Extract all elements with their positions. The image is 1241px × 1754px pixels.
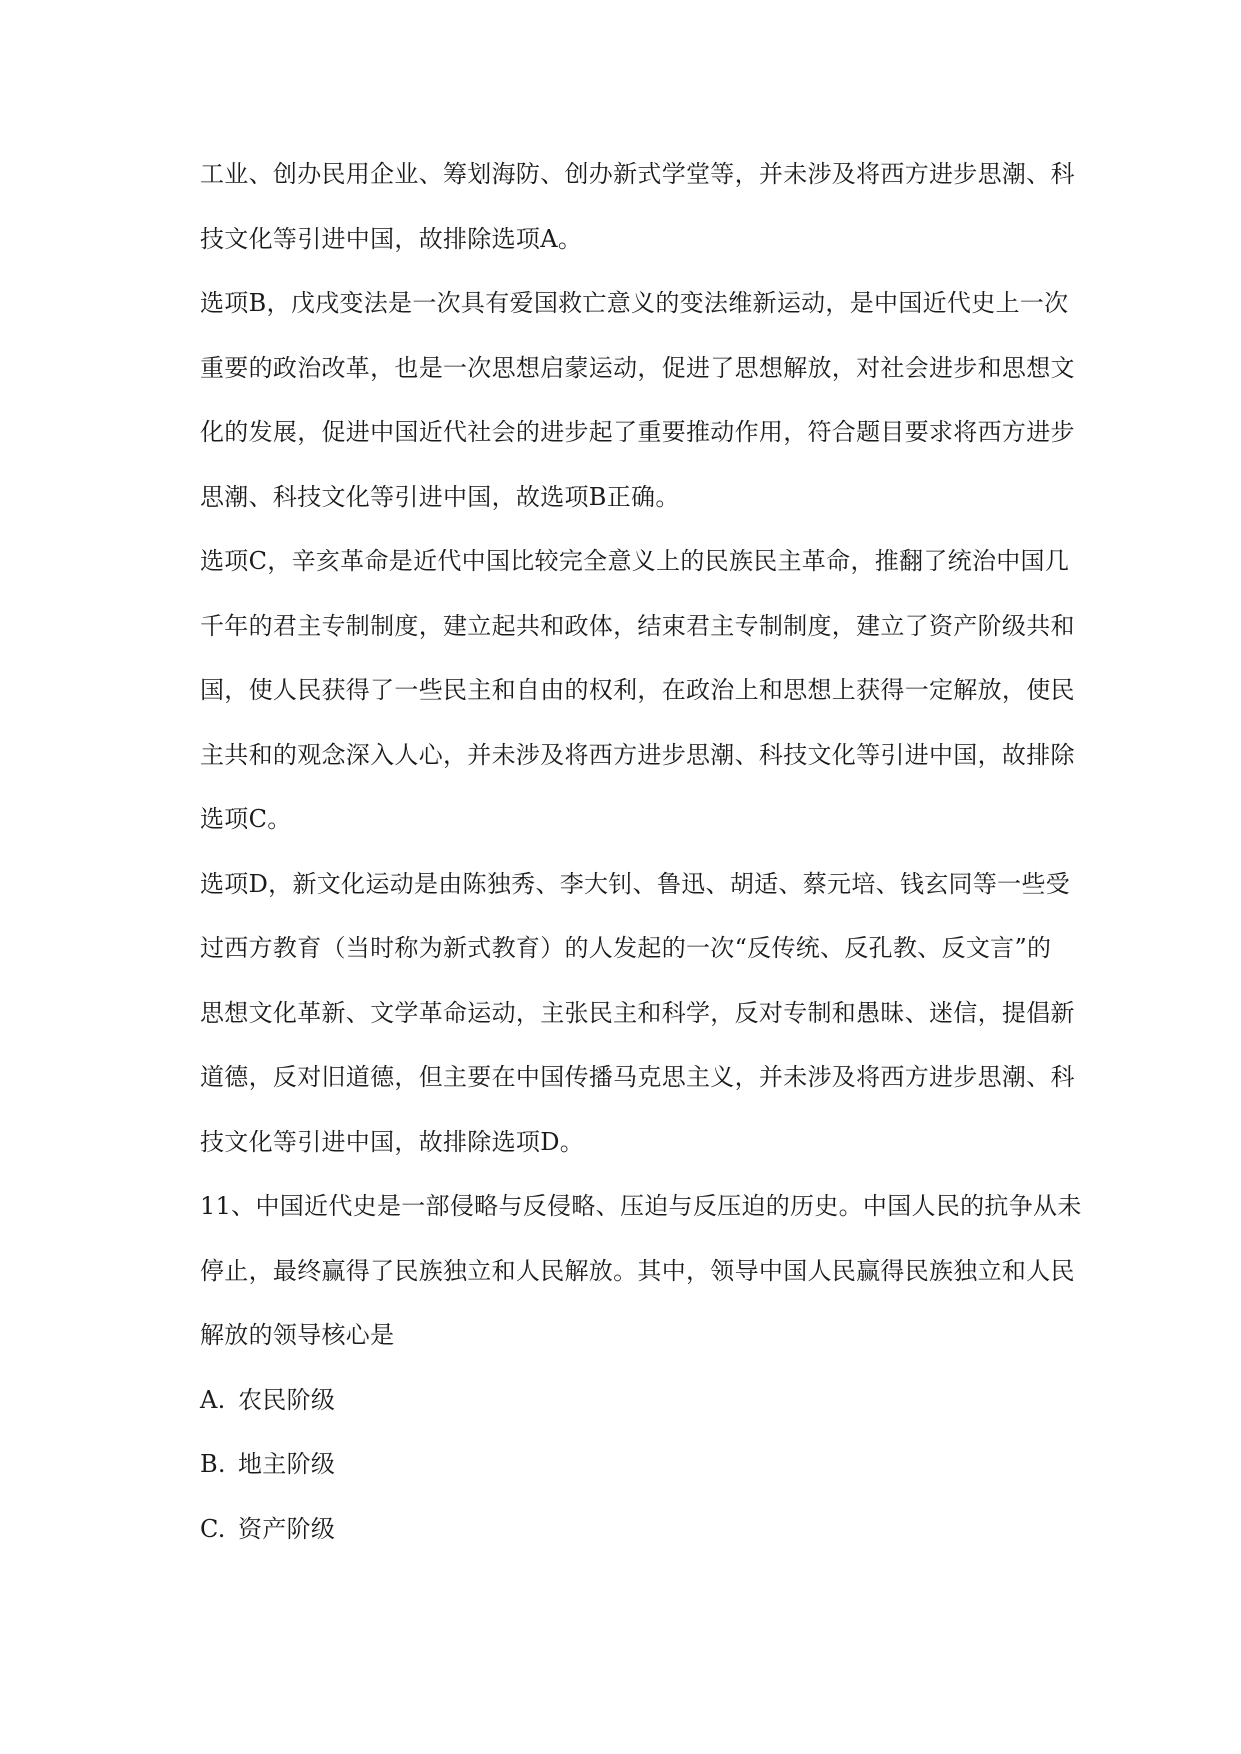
text-line: 国，使人民获得了一些民主和自由的权利，在政治上和思想上获得一定解放，使民 bbox=[200, 676, 1075, 704]
question-stem-line: 11、中国近代史是一部侵略与反侵略、压迫与反压迫的历史。中国人民的抗争从未 bbox=[200, 1192, 1082, 1220]
text-line: 过西方教育（当时称为新式教育）的人发起的一次“反传统、反孔教、反文言”的 bbox=[200, 934, 1052, 962]
document-body bbox=[200, 142, 1090, 1561]
paragraph-option-a-explanation bbox=[200, 142, 1090, 271]
text-line: 思想文化革新、文学革命运动，主张民主和科学，反对专制和愚昧、迷信，提倡新 bbox=[200, 998, 1075, 1027]
text-line: 千年的君主专制制度，建立起共和政体，结束君主专制制度，建立了资产阶级共和 bbox=[200, 611, 1075, 640]
text-line: 重要的政治改革，也是一次思想启蒙运动，促进了思想解放，对社会进步和思想文 bbox=[200, 353, 1075, 382]
text-line: 工业、创办民用企业、筹划海防、创办新式学堂等，并未涉及将西方进步思潮、科 bbox=[200, 160, 1075, 188]
text-line: 技文化等引进中国，故排除选项D。 bbox=[200, 1127, 585, 1156]
paragraph-option-d-explanation bbox=[200, 852, 1090, 1175]
text-line: 道德，反对旧道德，但主要在中国传播马克思主义，并未涉及将西方进步思潮、科 bbox=[200, 1063, 1075, 1091]
option-text: 资产阶级 bbox=[238, 1514, 336, 1543]
option-letter: C. bbox=[200, 1514, 226, 1543]
question-11 bbox=[200, 1174, 1090, 1561]
option-text: 农民阶级 bbox=[238, 1385, 336, 1414]
option-text: 地主阶级 bbox=[238, 1450, 336, 1478]
answer-option-a bbox=[200, 1368, 1090, 1433]
text-line: 选项B，戊戌变法是一次具有爱国救亡意义的变法维新运动，是中国近代史上一次 bbox=[200, 289, 1069, 317]
answer-option-c bbox=[200, 1497, 1090, 1562]
option-letter: A. bbox=[200, 1385, 226, 1414]
question-stem-line: 停止，最终赢得了民族独立和人民解放。其中，领导中国人民赢得民族独立和人民 bbox=[200, 1256, 1075, 1285]
text-line: 主共和的观念深入人心，并未涉及将西方进步思潮、科技文化等引进中国，故排除 bbox=[200, 740, 1075, 769]
paragraph-option-b-explanation bbox=[200, 271, 1090, 529]
text-line: 选项C，辛亥革命是近代中国比较完全意义上的民族民主革命，推翻了统治中国几 bbox=[200, 547, 1070, 575]
text-line: 技文化等引进中国，故排除选项A。 bbox=[200, 224, 583, 253]
option-letter: B. bbox=[200, 1450, 226, 1478]
text-line: 化的发展，促进中国近代社会的进步起了重要推动作用，符合题目要求将西方进步 bbox=[200, 418, 1075, 446]
answer-options bbox=[200, 1368, 1090, 1562]
text-line: 思潮、科技文化等引进中国，故选项B正确。 bbox=[200, 482, 680, 511]
question-stem-line: 解放的领导核心是 bbox=[200, 1321, 395, 1349]
text-line: 选项C。 bbox=[200, 805, 292, 833]
text-line: 选项D，新文化运动是由陈独秀、李大钊、鲁迅、胡适、蔡元培、钱玄同等一些受 bbox=[200, 869, 1071, 898]
paragraph-option-c-explanation bbox=[200, 529, 1090, 852]
answer-option-b bbox=[200, 1432, 1090, 1497]
